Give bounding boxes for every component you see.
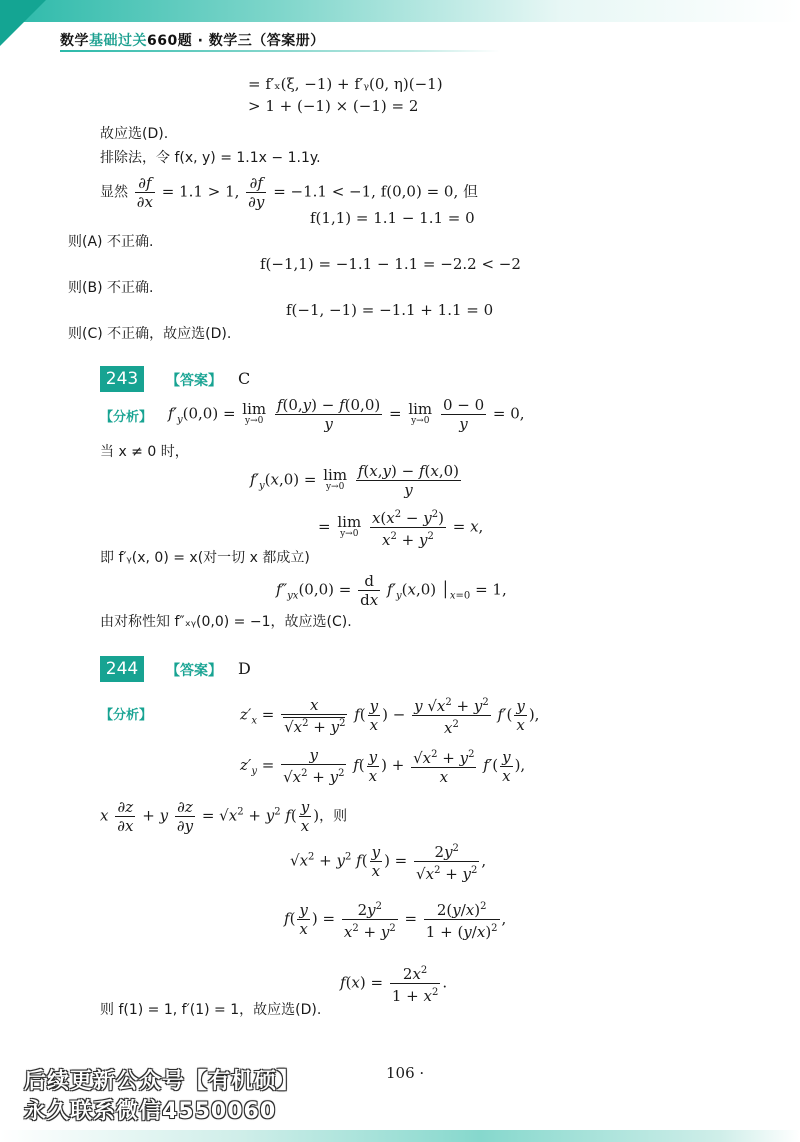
formula-fy-0-0: $f'_y(0,0) = \lim$ y→0 $\frac{f(0,y) - f(0,0)}{y}$ = lim y→0 $\frac{0 - 0}{y}$ = 0, [168,396,525,433]
answer-tag-244: 【答案】 [166,663,222,679]
derivation-line-2: > 1 + (−1) × (−1) = 2 [248,97,419,115]
page-number: 106 · [386,1064,425,1082]
exclusion-method: 排除法，令 f(x, y) = 1.1x − 1.1y. [100,150,321,166]
when-x-nonzero: 当 x ≠ 0 时， [100,444,189,460]
formula-f-yx: f( $\frac{y}{x}$ ) = $\frac{2y^2}{x^2 + y^2}$ = $\frac{2(y/x)^2}{1 + (y/x)^2}$ , [284,898,506,941]
answer-244: D [238,659,251,678]
formula-fyx: $f''_{yx}(0,0)$ = $\frac{d}{dx}$ $f'_y(x,0)$ $│_{x=0} = 1$, [276,572,507,609]
formula-f-x: f(x) = $\frac{2x^2}{1 + x^2}$ . [340,962,447,1005]
a-incorrect: 则(A) 不正确. [68,234,154,250]
b-incorrect: 则(B) 不正确. [68,280,154,296]
formula-sum: x $\frac{\partial z}{\partial x}$ + y $\frac{\partial z}{\partial y}$ = $√x^2 + y^2$ f( $\frac{y}{x}$ )，则 [100,798,348,835]
obviously-line: 显然 $\frac{\partial f}{\partial x}$ = 1.1 > 1, $\frac{\partial f}{\partial y}$ = −1.1 < −1, f(0,0) = 0, 但 [100,174,478,211]
eq-f-1-1: f(1,1) = 1.1 − 1.1 = 0 [310,209,475,227]
analysis-tag-243: 【分析】 [100,410,153,425]
running-title: 数学基础过关660题 · 数学三（答案册） [60,33,325,49]
c-incorrect: 则(C) 不正确，故应选(D). [68,326,232,342]
header-rule [60,50,500,52]
header-bar [0,0,800,22]
symmetry-conclusion: 由对称性知 f″ₓᵧ(0,0) = −1，故应选(C). [100,614,352,630]
analysis-tag-244: 【分析】 [100,708,153,723]
formula-zx: $z'_x$ = $\frac{x}{√x^2 + y^2}$ f( $\frac{y}{x}$ ) − $\frac{y √x^2 + y^2}{x^2}$ f′( $\frac{y}{x}$ ), [240,695,540,737]
formula-sqrt-eq: $√x^2 + y^2$ f( $\frac{y}{x}$ ) = $\frac{2y^2}{√x^2 + y^2}$ , [290,840,486,883]
answer-tag-243: 【答案】 [166,373,222,389]
header-corner-decoration [0,0,46,46]
question-number-244: 244 [100,656,144,682]
watermark-line-1: 后续更新公众号【有机硕】 [24,1069,301,1094]
fy-identity: 即 f′ᵧ(x, 0) = x(对一切 x 都成立) [100,550,310,566]
eq-f-m1-m1: f(−1, −1) = −1.1 + 1.1 = 0 [286,301,494,319]
formula-zy: $z'_y$ = $\frac{y}{√x^2 + y^2}$ f( $\frac{y}{x}$ ) + $\frac{√x^2 + y^2}{x}$ f′( $\frac{y}{x}$ ), [240,746,526,786]
conclusion-d: 故应选(D). [100,126,169,142]
question-number-243: 243 [100,366,144,392]
answer-243: C [238,369,251,388]
derivation-line-1: = f′ₓ(ξ, −1) + f′ᵧ(0, η)(−1) [248,75,443,93]
watermark-line-2: 永久联系微信4550060 [24,1099,277,1124]
eq-f-m1-1: f(−1,1) = −1.1 − 1.1 = −2.2 < −2 [260,255,521,273]
final-conclusion: 则 f(1) = 1, f′(1) = 1，故应选(D). [100,1002,322,1018]
formula-fy-x-0-result: = lim y→0 $\frac{x(x^2 - y^2)}{x^2 + y^2}$ = x, [318,506,483,549]
footer-bar [0,1130,800,1142]
formula-fy-x-0: $f'_y(x,0) = \lim$ y→0 $\frac{f(x,y) - f(x,0)}{y}$ [250,462,460,499]
